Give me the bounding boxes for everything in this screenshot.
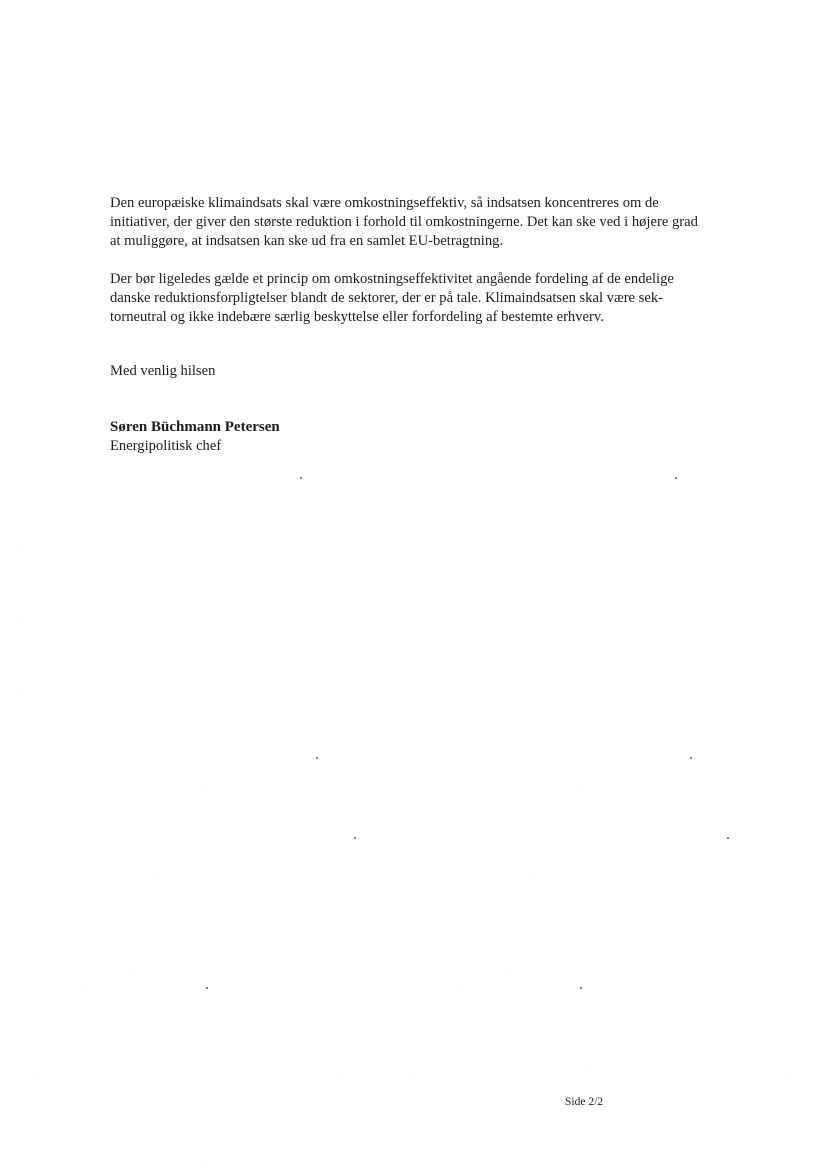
scan-speck xyxy=(727,837,729,839)
scan-speck xyxy=(300,477,302,479)
paragraph-cost-effectiveness: Den europæiske klimaindsats skal være omkostningseffektiv, så indsatsen koncentreres om de initiativer, der giver den største reduktion i forhold til omkostningerne. Det kan ske ved i højere grad at muliggøre, at indsatsen kan ske ud fra en samlet EU-betragtning. xyxy=(110,195,698,249)
scan-speck xyxy=(690,757,692,759)
scan-speck xyxy=(16,620,17,621)
scan-speck xyxy=(336,1077,337,1078)
scan-speck xyxy=(207,788,208,789)
scan-speck xyxy=(206,987,208,989)
scan-speck xyxy=(16,545,17,546)
scan-speck xyxy=(784,1077,785,1078)
paragraph-sector-distribution: Der bør ligeledes gælde et princip om omkostningseffektivitet angående fordeling af de endelige danske reduktionsforpligtelser blandt de sektorer, der er på tale. Klimaindsatsen skal være sek-torneutral og ikke indebære særlig beskyttelse eller forfordeling af bestemte erhverv. xyxy=(110,271,674,325)
scan-speck xyxy=(158,877,159,878)
signer-name: Søren Büchmann Petersen xyxy=(110,419,280,435)
scan-speck xyxy=(580,987,582,989)
scan-speck xyxy=(354,837,356,839)
scan-speck xyxy=(87,990,88,991)
page-number: Side 2/2 xyxy=(565,1096,604,1108)
scan-speck xyxy=(532,877,533,878)
signer-title: Energipolitisk chef xyxy=(110,438,222,454)
scan-speck xyxy=(675,477,677,479)
scan-speck xyxy=(461,990,462,991)
scan-speck xyxy=(590,1070,591,1071)
scan-speck xyxy=(581,788,582,789)
scan-speck xyxy=(130,973,131,974)
closing-salutation: Med venlig hilsen xyxy=(110,363,216,379)
scan-speck xyxy=(16,690,17,691)
scan-speck xyxy=(38,1077,39,1078)
scan-speck xyxy=(410,1077,411,1078)
scan-speck xyxy=(504,973,505,974)
scan-speck xyxy=(204,1163,205,1164)
scan-speck xyxy=(316,757,318,759)
